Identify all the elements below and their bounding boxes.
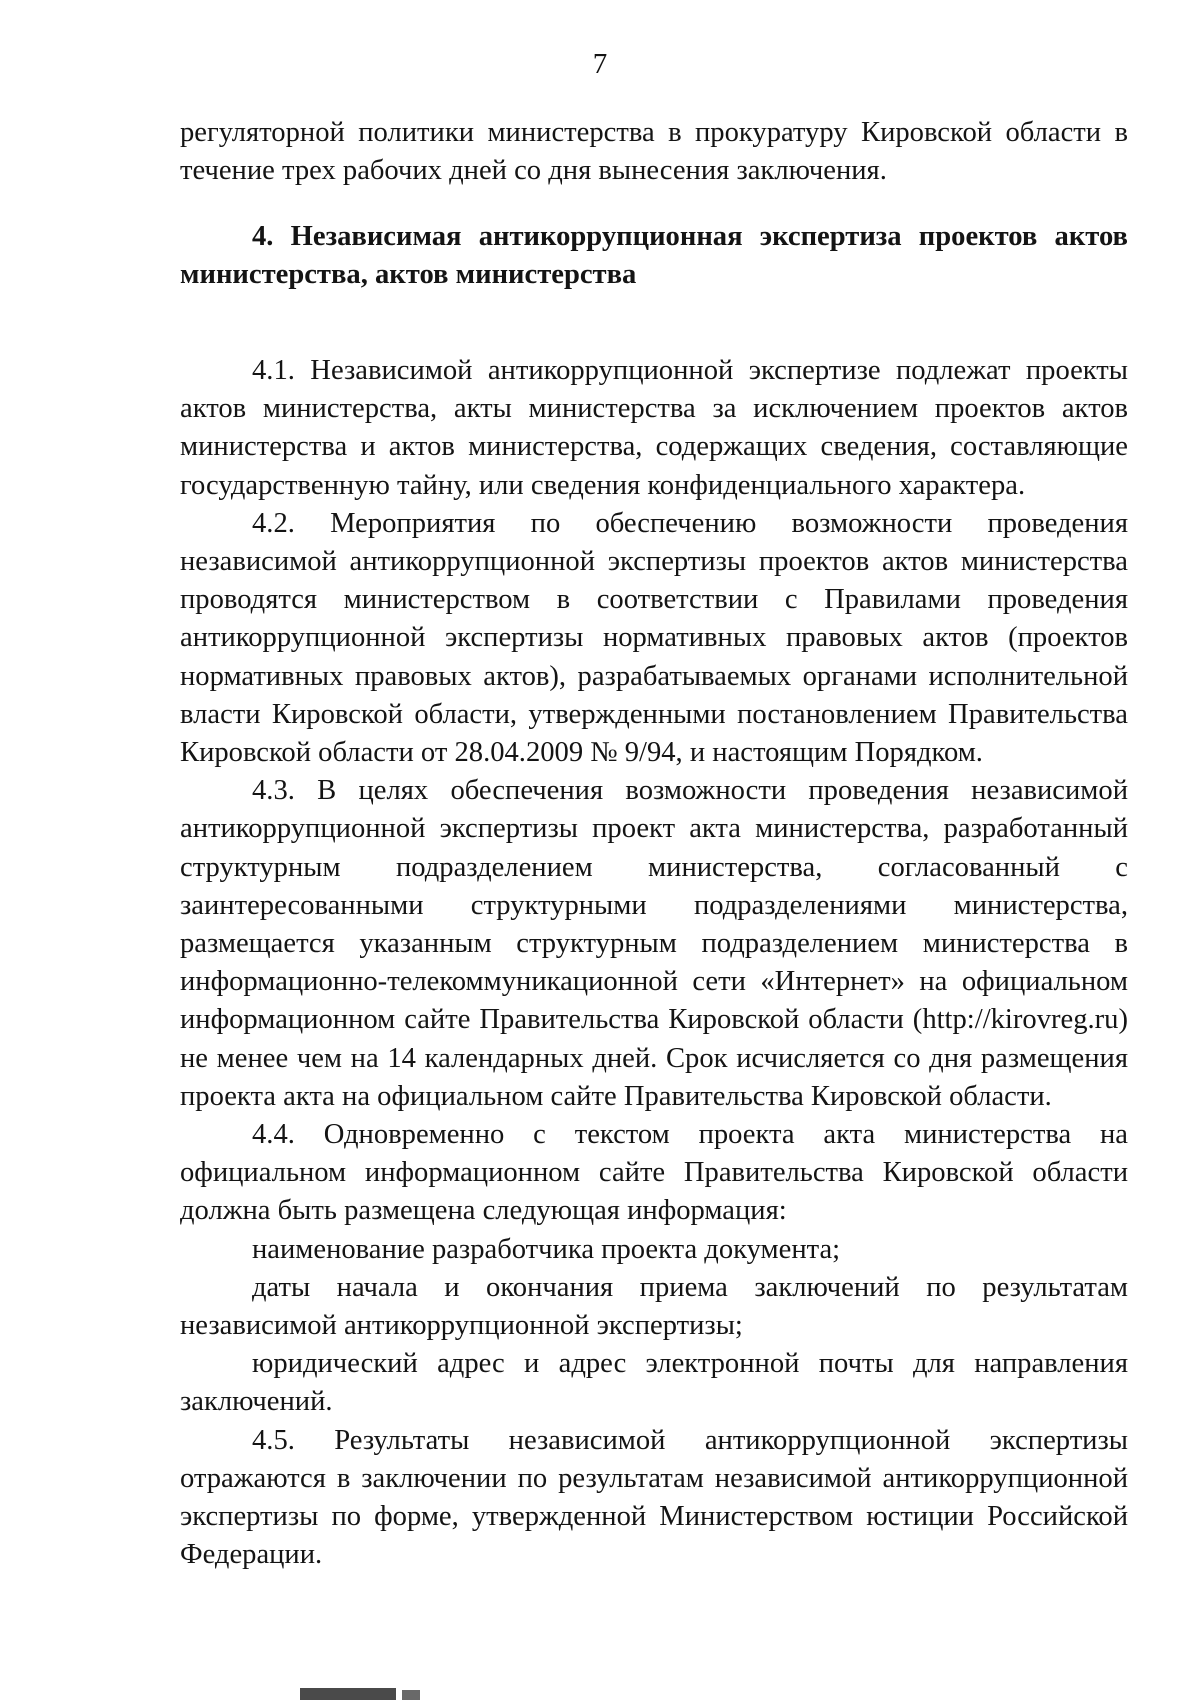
intro-text	[180, 114, 1128, 190]
page-number: 7	[592, 48, 608, 80]
paragraph-4-5: 4.5. Результаты независимой антикоррупционной экспертизы отражаются в заключении по результатам независимой антикоррупционной экспертизы по форме, утвержденной Министерством юстиции Российской Федерации.	[180, 1424, 1128, 1571]
list-item-address: юридический адрес и адрес электронной почты для направления заключений.	[180, 1348, 1128, 1418]
scan-artifact	[402, 1690, 420, 1700]
list-item-developer: наименование разработчика проекта документа;	[252, 1233, 841, 1265]
section-body	[180, 352, 1128, 1575]
paragraph-4-2: 4.2. Мероприятия по обеспечению возможности проведения независимой антикоррупционной экспертизы проектов актов министерства проводятся министерством в соответствии с Правилами проведения антикоррупционной экспертизы нормативных правовых актов (проектов нормативных правовых актов), разрабатываемых органами исполнительной власти Кировской области, утвержденными постановлением Правительства Кировской области от 28.04.2009 № 9/94, и настоящим Порядком.	[180, 507, 1128, 769]
intro-paragraph: регуляторной политики министерства в прокуратуру Кировской области в течение трех рабочих дней со дня вынесения заключения.	[180, 117, 1128, 187]
list-item-dates: даты начала и окончания приема заключений по результатам независимой антикоррупционной экспертизы;	[180, 1271, 1128, 1342]
paragraph-4-1: 4.1. Независимой антикоррупционной экспертизе подлежат проекты актов министерства, акты министерства за исключением проектов актов министерства и актов министерства, содержащих сведения, составляющие государственную тайну, или сведения конфиденциального характера.	[180, 355, 1128, 501]
section-heading: 4. Независимая антикоррупционная экспертиза проектов актов министерства, актов министерства	[180, 221, 1128, 291]
paragraph-4-3: 4.3. В целях обеспечения возможности проведения независимой антикоррупционной экспертизы проект акта министерства, разработанный структурным подразделением министерства, согласованный с заинтересованными структурными подразделениями министерства, размещается указанным структурным подразделением министерства в информационно-телекоммуникационной сети «Интернет» на официальном информационном сайте Правительства Кировской области (http://kirovreg.ru) не менее чем на 14 календарных дней. Срок исчисляется со дня размещения проекта акта на официальном сайте Правительства Кировской области.	[180, 775, 1128, 1112]
scan-artifact	[300, 1688, 396, 1700]
paragraph-4-4: 4.4. Одновременно с текстом проекта акта министерства на официальном информационном сайте Правительства Кировской области должна быть размещена следующая информация:	[180, 1119, 1128, 1227]
section-heading-block	[180, 218, 1128, 294]
